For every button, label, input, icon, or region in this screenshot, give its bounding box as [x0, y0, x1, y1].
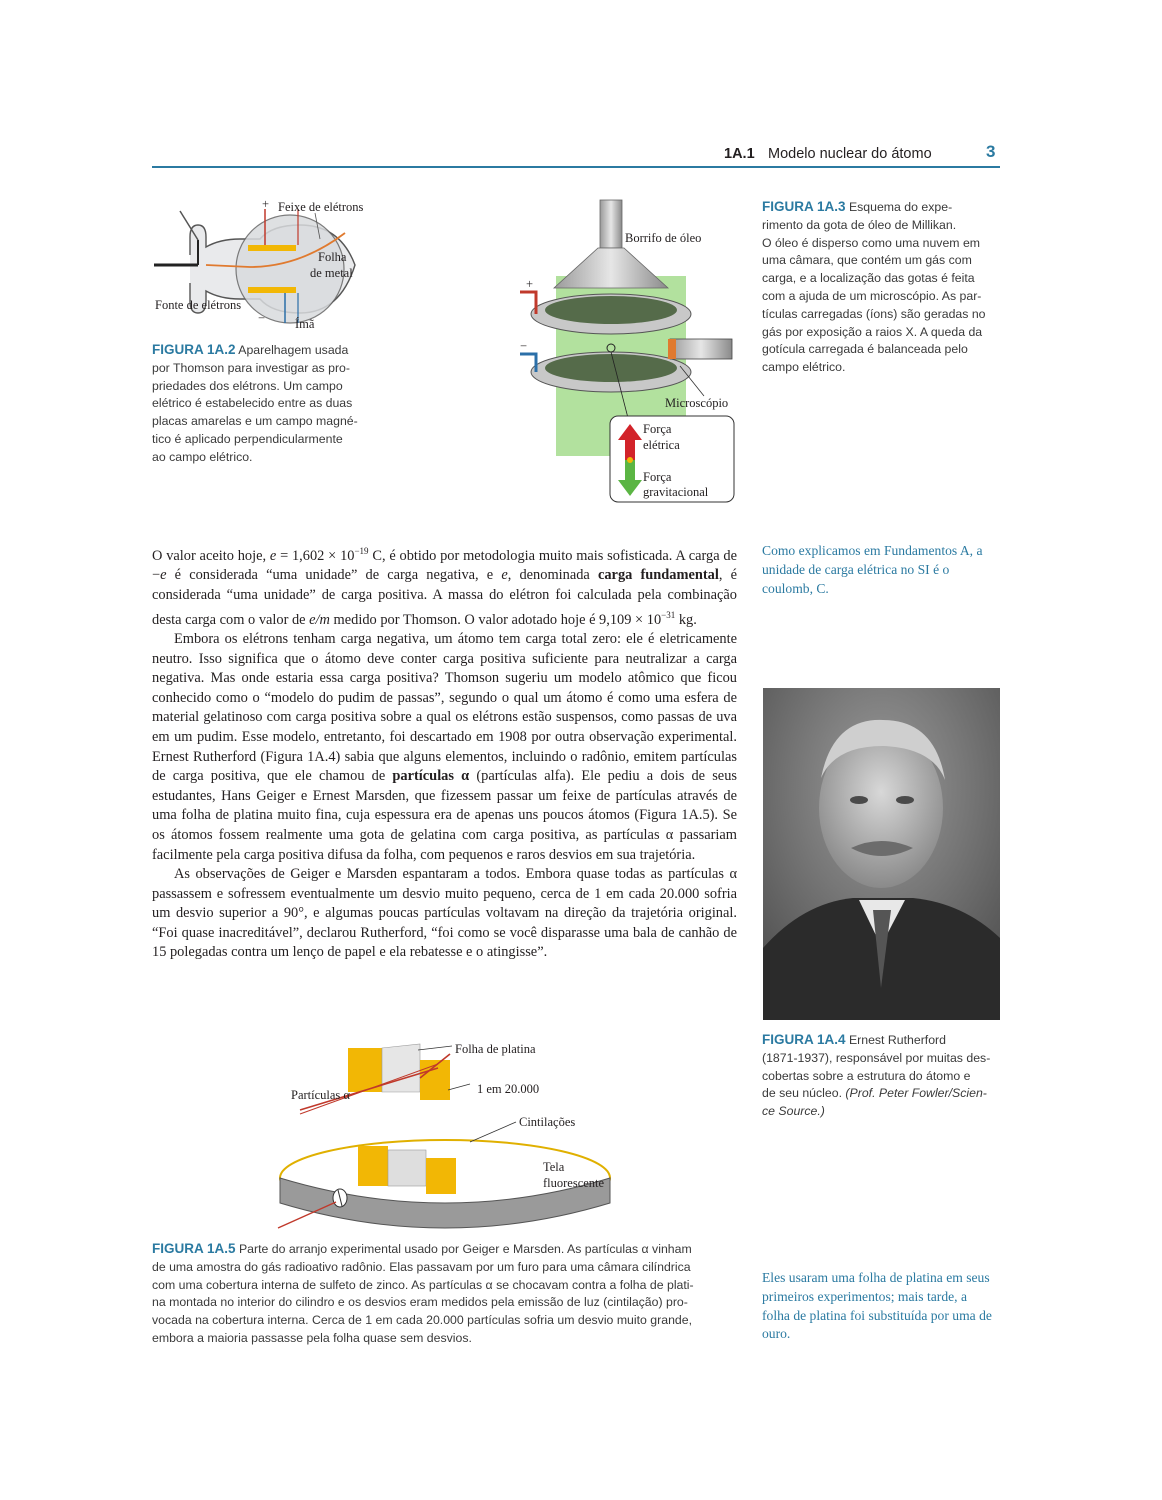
rutherford-photo	[763, 688, 1000, 1020]
figure-1a5-caption: FIGURA 1A.5 Parte do arranjo experimental usado por Geiger e Marsden. As partículas α vinham de uma amostra do gás radioativo radônio. Elas passavam por um furo para uma câmara cilíndrica com uma cobertura interna de sulfeto de zinco. As partículas α se chocavam contra a folha de plati- na montada no interior do cilindro e os desvios eram medidos pela emissão de luz (cintilação) pro- vocada na cobertura interna. Cerca de 1 em cada 20.000 partículas sofria um desvio muito grande, embora a maioria passasse pela folha quase sem desvios.	[152, 1241, 694, 1345]
figure-1a2-caption: FIGURA 1A.2 Aparelhagem usada por Thomson para investigar as pro- priedades dos elétrons. Um campo elétrico é estabelecido entre as duas placas amarelas e um campo magné- tico é aplicado perpendicularmente ao campo elétrico.	[152, 342, 358, 464]
label-beam: Feixe de elétrons	[278, 200, 364, 214]
thomson-apparatus-diagram	[150, 195, 390, 335]
section-title: Modelo nuclear do átomo	[768, 146, 932, 162]
margin-note-units: Como explicamos em Fundamentos A, a unidade de carga elétrica no SI é o coulomb, C.	[762, 543, 983, 596]
body-text	[152, 542, 737, 963]
label-screen-2: fluorescente	[543, 1176, 605, 1190]
label-minus: −	[520, 339, 528, 353]
section-number: 1A.1	[724, 146, 755, 162]
label-scintillations: Cintilações	[519, 1115, 576, 1129]
geiger-marsden-diagram	[270, 1038, 620, 1233]
label-foil-1: Folha	[318, 250, 347, 264]
label-magnet: Ímã	[295, 317, 315, 331]
label-alpha-particles: Partículas α	[291, 1088, 350, 1102]
page-number: 3	[986, 142, 996, 161]
label-plus: +	[526, 277, 534, 291]
label-one-in: 1 em 20.000	[477, 1082, 540, 1096]
label-screen-1: Tela	[543, 1160, 565, 1174]
figure-1a4-label: FIGURA 1A.4	[762, 1032, 846, 1047]
label-electric-force-1: Força	[643, 422, 672, 436]
label-gravity-force-1: Força	[643, 470, 672, 484]
label-foil-2: de metal	[310, 266, 353, 280]
paragraph-2: Embora os elétrons tenham carga negativa, um átomo tem carga total zero: ele é eletricamente neutro. Isso significa que o átomo deve conter carga positiva suficiente para neutralizar a carga negativa. Mas onde estaria essa carga positiva? Thomson sugeriu um modelo atômico que ficou conhecido como o “modelo do pudim de passas”, segundo o qual um átomo é como uma esfera de material gelatinoso com carga positiva sobre a qual os elétrons estão suspensos, como passas de uva em um pudim. Esse modelo, entretanto, foi descartado em 1908 por outra observação experimental. Ernest Rutherford (Figura 1A.4) sabia que alguns elementos, incluindo o radônio, emitem partículas de carga positiva, que ele chamou de partículas α (partículas alfa). Ele pediu a dois de seus estudantes, Hans Geiger e Ernest Marsden, que fizessem passar um feixe de partículas através de uma folha de platina muito fina, cuja espessura era de apenas uns poucos átomos (Figura 1A.5). Se os átomos fossem realmente uma gota de gelatina com carga positiva, as partículas α passariam facilmente pela carga positiva difusa da folha, com pequenos e raros desvios em sua trajetória.	[152, 630, 737, 863]
label-platinum-foil: Folha de platina	[455, 1042, 536, 1056]
millikan-diagram	[508, 196, 748, 508]
paragraph-1: O valor aceito hoje, $e = 1,602 \times 10^{-19}$ C, é obtido por metodologia muito mais sofisticada. A carga de −e é considerada “uma unidade” de carga negativa, e e, denominada carga fundamental, é considerada “uma unidade” de carga positiva. A massa do elétron foi calculada pela combinação desta carga com o valor de e/m medido por Thomson. O valor adotado hoje é $9,109 \times 10^{-31}$ kg.	[152, 546, 737, 628]
label-electric-force-2: elétrica	[643, 438, 680, 452]
figure-1a2-label: FIGURA 1A.2	[152, 342, 236, 357]
figure-1a3-caption: FIGURA 1A.3 Esquema do expe- rimento da gota de óleo de Millikan. O óleo é disperso como uma nuvem em uma câmara, que contém um gás com carga, e a localização das gotas é feita com a ajuda de um microscópio. As par- tículas carregadas (íons) são geradas no gás por exposição a raios X. A queda da gotícula carregada é balanceada pelo campo elétrico.	[762, 199, 986, 375]
label-atomizer: Borrifo de óleo	[625, 231, 702, 245]
figure-1a3-label: FIGURA 1A.3	[762, 199, 846, 214]
margin-note-platinum: Eles usaram uma folha de platina em seus primeiros experimentos; mais tarde, a folha de platina foi substituída por uma de ouro.	[762, 1270, 992, 1342]
figure-1a4-caption: FIGURA 1A.4 Ernest Rutherford (1871-1937), responsável por muitas des- cobertas sobre a estrutura do átomo e de seu núcleo. (Prof. Peter Fowler/Scien- ce Source.)	[762, 1032, 991, 1119]
paragraph-3: As observações de Geiger e Marsden espantaram a todos. Embora quase todas as partículas α passassem e sofressem eventualmente um desvio muito pequeno, cerca de 1 em cada 20.000 sofria um desvio superior a 90°, e algumas poucas partículas voltavam na direção da trajetória original. “Foi quase inacreditável”, declarou Rutherford, “foi como se você disparasse uma bala de canhão de 15 polegadas contra um lenço de papel e ela rebatesse e o atingisse”.	[152, 866, 737, 961]
label-microscope: Microscópio	[665, 396, 729, 410]
figure-1a5-label: FIGURA 1A.5	[152, 1241, 236, 1256]
label-minus: −	[258, 311, 266, 325]
label-gravity-force-2: gravitacional	[643, 485, 709, 499]
label-source: Fonte de elétrons	[155, 298, 242, 312]
header-rule	[152, 166, 1000, 168]
label-plus: +	[262, 197, 270, 211]
